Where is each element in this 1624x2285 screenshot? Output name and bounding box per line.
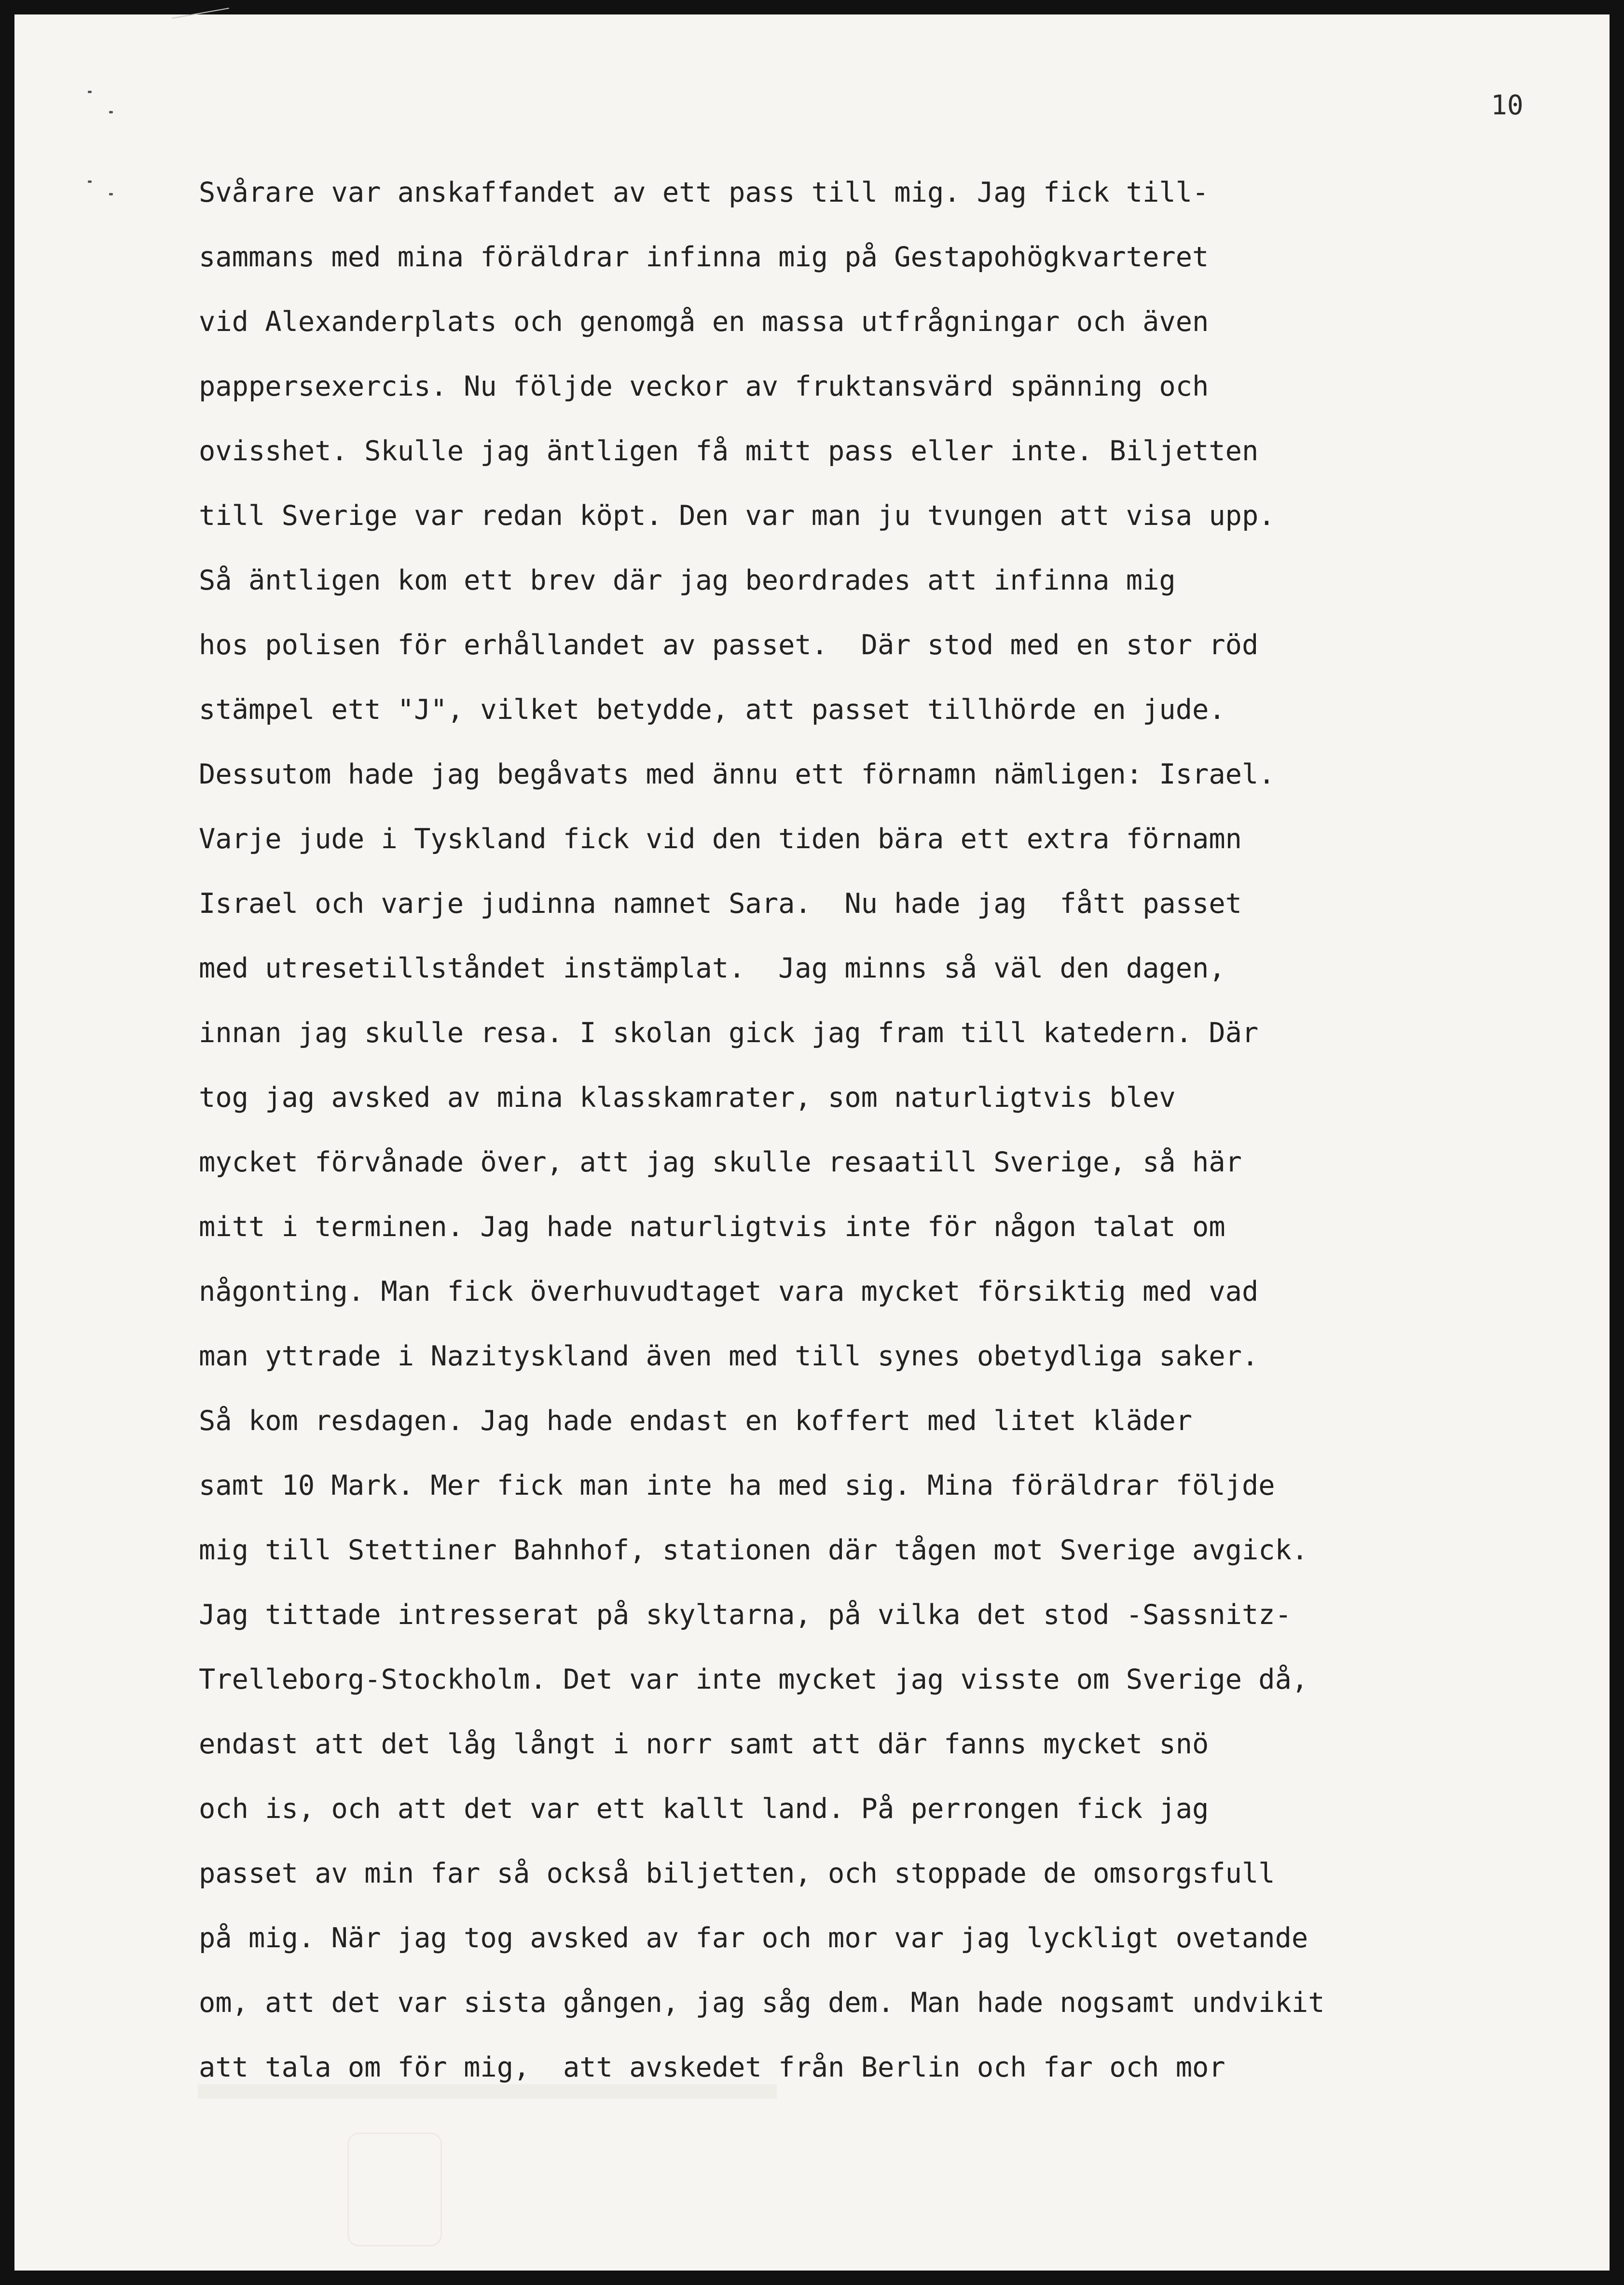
text-line: Trelleborg-Stockholm. Det var inte mycket jag visste om Sverige då, — [199, 1664, 1308, 1695]
text-line: att tala om för mig, att avskedet från Berlin och far och mor — [199, 2051, 1225, 2083]
text-line: sammans med mina föräldrar infinna mig på Gestapohögkvarteret — [199, 241, 1209, 273]
text-line: till Sverige var redan köpt. Den var man ju tvungen att visa upp. — [199, 500, 1275, 532]
text-line: Så kom resdagen. Jag hade endast en koffert med litet kläder — [199, 1405, 1193, 1437]
text-line: på mig. När jag tog avsked av far och mor var jag lyckligt ovetande — [199, 1922, 1308, 1954]
text-line: Israel och varje judinna namnet Sara. Nu hade jag fått passet — [199, 888, 1242, 920]
margin-dot — [88, 180, 92, 183]
text-line: innan jag skulle resa. I skolan gick jag fram till katedern. Där — [199, 1017, 1259, 1049]
page-number: 10 — [1491, 90, 1524, 121]
text-line: med utresetillståndet instämplat. Jag minns så väl den dagen, — [199, 952, 1225, 984]
faded-stamp-mark — [347, 2133, 442, 2246]
pencil-mark — [172, 8, 233, 42]
text-line: någonting. Man fick överhuvudtaget vara mycket försiktig med vad — [199, 1276, 1259, 1308]
text-line: mycket förvånade över, att jag skulle resaatill Sverige, så här — [199, 1146, 1242, 1178]
text-line: vid Alexanderplats och genomgå en massa utfrågningar och även — [199, 306, 1209, 338]
text-line: Varje jude i Tyskland fick vid den tiden bära ett extra förnamn — [199, 823, 1242, 855]
text-line: mitt i terminen. Jag hade naturligtvis inte för någon talat om — [199, 1211, 1225, 1243]
text-line: och is, och att det var ett kallt land. På perrongen fick jag — [199, 1793, 1209, 1825]
text-line: om, att det var sista gången, jag såg dem. Man hade nogsamt undvikit — [199, 1987, 1325, 2019]
text-line: Svårare var anskaffandet av ett pass till mig. Jag fick till- — [199, 177, 1209, 208]
typed-page — [14, 14, 1610, 2271]
text-line: passet av min far så också biljetten, och stoppade de omsorgsfull — [199, 1858, 1275, 1889]
text-line: pappersexercis. Nu följde veckor av fruktansvärd spänning och — [199, 371, 1209, 402]
text-line: endast att det låg långt i norr samt att där fanns mycket snö — [199, 1728, 1209, 1760]
text-line: Jag tittade intresserat på skyltarna, på vilka det stod -Sassnitz- — [199, 1599, 1292, 1631]
text-line: Dessutom hade jag begåvats med ännu ett förnamn nämligen: Israel. — [199, 758, 1275, 790]
text-line: ovisshet. Skulle jag äntligen få mitt pass eller inte. Biljetten — [199, 435, 1259, 467]
margin-dot — [88, 91, 92, 93]
text-line: mig till Stettiner Bahnhof, stationen där tågen mot Sverige avgick. — [199, 1534, 1308, 1566]
margin-dot — [109, 111, 113, 113]
text-line: hos polisen för erhållandet av passet. Där stod med en stor röd — [199, 629, 1259, 661]
text-line: Så äntligen kom ett brev där jag beordrades att infinna mig — [199, 564, 1176, 596]
text-line: stämpel ett "J", vilket betydde, att passet tillhörde en jude. — [199, 694, 1225, 726]
text-line: samt 10 Mark. Mer fick man inte ha med sig. Mina föräldrar följde — [199, 1470, 1275, 1501]
text-line: tog jag avsked av mina klasskamrater, som naturligtvis blev — [199, 1082, 1176, 1114]
faded-show-through — [198, 2084, 777, 2099]
typed-text-body — [199, 160, 1325, 2100]
margin-dot — [109, 193, 113, 195]
text-line: man yttrade i Nazityskland även med till synes obetydliga saker. — [199, 1340, 1259, 1372]
